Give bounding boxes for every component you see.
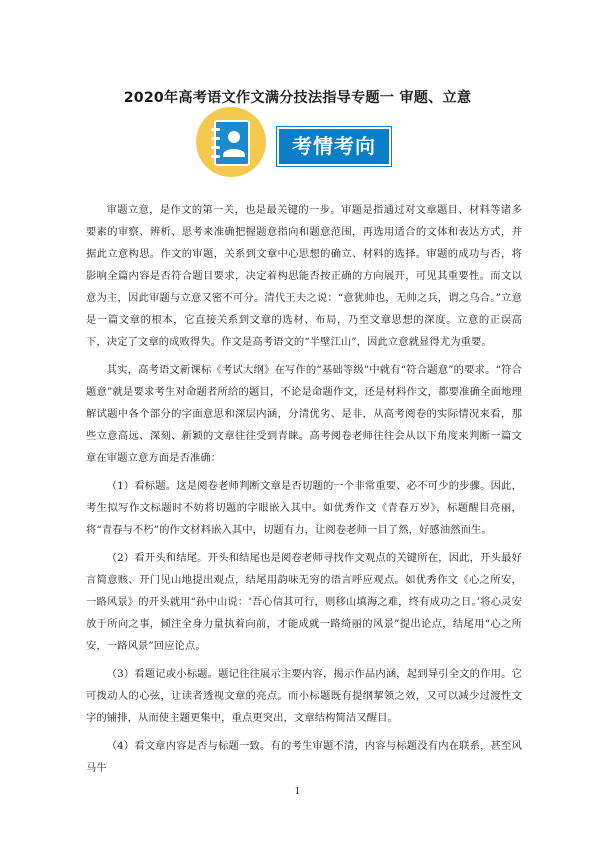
body-text xyxy=(86,199,522,785)
banner-label: 考情考向 xyxy=(277,127,391,166)
section-banner xyxy=(196,107,396,185)
paragraph: （3）看题记或小标题。题记往往展示主要内容，揭示作品内涵，起到导引全文的作用。它可拨动人的心弦，让读者透视文章的亮点。而小标题既有提纲挈领之效，又可以减少过渡性文字的铺排，从而使主题更集中，重点更突出，文章结构简洁又醒目。 xyxy=(86,668,522,724)
paragraph: （4）看文章内容是否与标题一致。有的考生审题不清，内容与标题没有内在联系，甚至风马牛 xyxy=(86,740,522,774)
paragraph: 其实，高考语文新课标《考试大纲》在写作的“基础等级”中就有“符合题意”的要求。“符合题意”就是要求考生对命题者所给的题目，不论是命题作文，还是材料作文，都要准确全面地理解试题中各个部分的字面意思和深层内涵，分清优劣、是非，从高考阅卷的实际情况来看，那些立意高远、深刻、新颖的文章往往受到青睐。高考阅卷老师往往会从以下角度来判断一篇文章在审题立意方面是否准确： xyxy=(86,364,522,464)
paragraph: （2）看开头和结尾。开头和结尾也是阅卷老师寻找作文观点的关键所在，因此，开头最好言简意赅、开门见山地提出观点，结尾用韵味无穷的语言呼应观点。如优秀作文《心之所安，一路风景》的开头就用“孙中山说：‘吾心信其可行，则移山填海之难，终有成功之日。’将心灵安放于所向之事，倾注全身力量执着向前，才能成就一路绮丽的风景”提出论点，结尾用“心之所安，一路风景”回应论点。 xyxy=(86,552,522,652)
page-number: 1 xyxy=(294,787,301,797)
page-title: 2020年高考语文作文满分技法指导专题一 审题、立意 xyxy=(123,89,472,106)
paragraph: （1）看标题。这是阅卷老师判断文章是否切题的一个非常重要、必不可少的步骤。因此，考生拟写作文标题时不妨将切题的字眼嵌入其中。如优秀作文《青春万岁》，标题醒目亮丽，将“青春与不朽”的作文材料嵌入其中，切题有力，让阅卷老师一目了然，好感油然而生。 xyxy=(86,480,522,536)
paragraph: 审题立意，是作文的第一关，也是最关键的一步。审题是指通过对文章题目、材料等诸多要素的审察、辨析、思考来准确把握题意指向和题意范围，再选用适合的文体和表达方式，并据此立意构思。作文的审题，关系到文章中心思想的确立、材料的选择。审题的成功与否，将影响全篇内容是否符合题目要求，决定着构思能否按正确的方向展开，可见其重要性。而文以意为主，因此审题与立意又密不可分。清代王夫之说：“意犹帅也，无帅之兵，谓之乌合。”立意是一篇文章的根本，它直接关系到文章的选材、布局，乃至文章思想的深度。立意的正误高下，决定了文章的成败得失。作文是高考语文的“半壁江山”，因此立意就显得尤为重要。 xyxy=(86,204,522,348)
contact-book-icon xyxy=(210,119,254,167)
